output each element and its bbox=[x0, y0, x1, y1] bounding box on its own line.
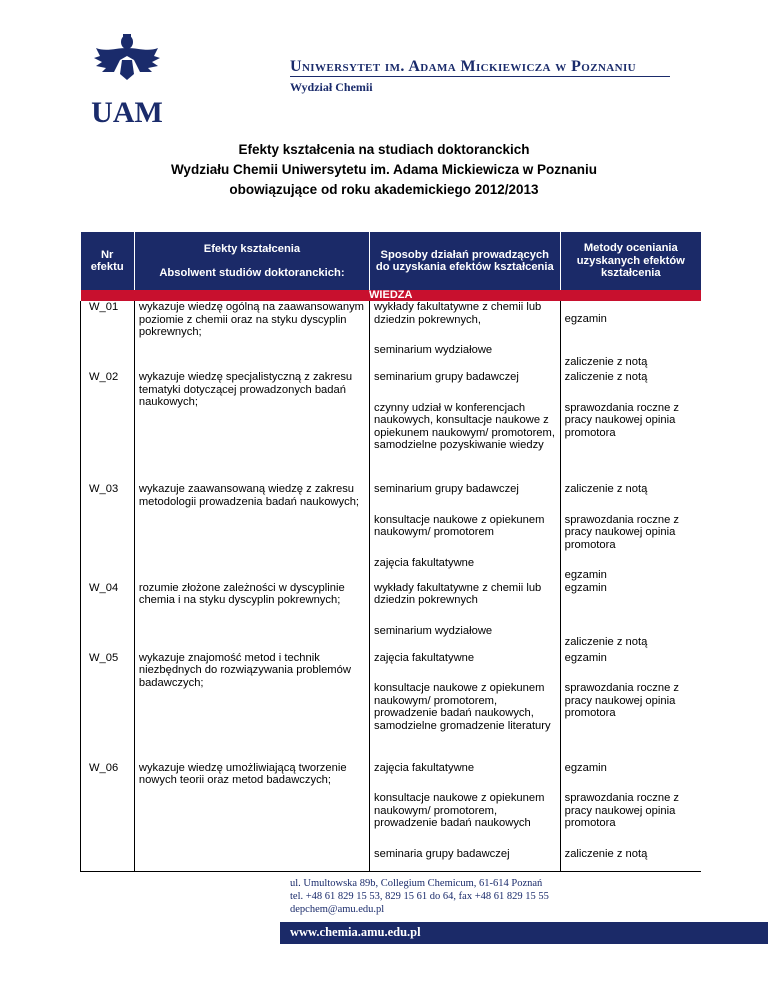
footer-address-block bbox=[290, 877, 549, 916]
sposob-item: konsultacje naukowe z opiekunem naukowym/ promotorem bbox=[374, 513, 545, 538]
sposob-item: seminaria grupy badawczej bbox=[374, 847, 510, 860]
footer-website-bar bbox=[280, 922, 768, 944]
header-efekty bbox=[134, 232, 369, 290]
sposob-item: zajęcia fakultatywne bbox=[374, 761, 475, 774]
row-efekt: rozumie złożone zależności w dyscyplinie chemia i na styku dyscyplin pokrewnych; bbox=[134, 582, 369, 652]
row-sposoby bbox=[370, 582, 561, 652]
sposob-item: wykłady fakultatywne z chemii lub dziedzin pokrewnych bbox=[374, 581, 542, 606]
row-efekt: wykazuje znajomość metod i technik niezbędnych do rozwiązywania problemów badawczych; bbox=[134, 652, 369, 762]
metoda-item: egzamin bbox=[564, 569, 607, 581]
sposob-item: konsultacje naukowe z opiekunem naukowym/ promotorem, prowadzenie badań naukowych bbox=[374, 792, 545, 829]
sposob-item: zajęcia fakultatywne bbox=[374, 556, 475, 569]
footer-address: ul. Umultowska 89b, Collegium Chemicum, 61-614 Poznań bbox=[290, 878, 543, 889]
metoda-item: sprawozdania roczne z pracy naukowej opinia promotora bbox=[564, 513, 680, 551]
header-absolwent: Absolwent studiów doktoranckich: bbox=[159, 267, 345, 279]
header-efekty-title: Efekty kształcenia bbox=[203, 242, 301, 255]
sposob-item: seminarium grupy badawczej bbox=[374, 371, 519, 383]
row-metody bbox=[560, 301, 701, 371]
metoda-item: egzamin bbox=[564, 761, 607, 774]
metoda-item: zaliczenie z notą bbox=[564, 847, 648, 860]
row-sposoby bbox=[370, 762, 561, 872]
row-metody bbox=[560, 483, 701, 582]
sposob-item: seminarium wydziałowe bbox=[374, 624, 493, 637]
header-divider bbox=[290, 76, 670, 77]
title-line-1: Efekty kształcenia na studiach doktoranckich bbox=[238, 142, 530, 157]
metoda-item: egzamin bbox=[564, 313, 607, 325]
footer-phone: tel. +48 61 829 15 53, 829 15 61 do 64, fax +48 61 829 15 55 bbox=[290, 891, 549, 902]
uam-eagle-logo bbox=[86, 30, 168, 130]
section-wiedza: WIEDZA bbox=[81, 290, 702, 301]
header-sposoby: Sposoby działań prowadzących do uzyskania efektów kształcenia bbox=[370, 232, 561, 290]
row-nr: W_06 bbox=[81, 762, 135, 872]
row-nr: W_05 bbox=[81, 652, 135, 762]
row-metody bbox=[560, 652, 701, 762]
sposob-item: konsultacje naukowe z opiekunem naukowym/ promotorem, prowadzenie badań naukowych, samodzielne gromadzenie literatury bbox=[374, 682, 551, 732]
row-sposoby bbox=[370, 371, 561, 483]
footer-website-link[interactable]: www.chemia.amu.edu.pl bbox=[290, 925, 421, 939]
metoda-item: zaliczenie z notą bbox=[564, 483, 648, 495]
row-nr: W_02 bbox=[81, 371, 135, 483]
learning-outcomes-table bbox=[80, 232, 701, 872]
header-nr: Nr efektu bbox=[81, 232, 135, 290]
row-nr: W_01 bbox=[81, 301, 135, 371]
row-sposoby bbox=[370, 483, 561, 582]
row-metody bbox=[560, 762, 701, 872]
university-name: Uniwersytet im. Adama Mickiewicza w Poznaniu bbox=[290, 58, 637, 75]
metoda-item: egzamin bbox=[564, 651, 607, 664]
row-sposoby bbox=[370, 301, 561, 371]
document-title bbox=[40, 140, 728, 200]
title-line-2: Wydziału Chemii Uniwersytetu im. Adama Mickiewicza w Poznaniu bbox=[170, 162, 598, 177]
logo-text: UAM bbox=[91, 96, 163, 129]
sposob-item: wykłady fakultatywne z chemii lub dziedzin pokrewnych, bbox=[374, 301, 542, 326]
row-sposoby bbox=[370, 652, 561, 762]
metoda-item: egzamin bbox=[564, 581, 607, 594]
row-nr: W_04 bbox=[81, 582, 135, 652]
metoda-item: zaliczenie z notą bbox=[564, 636, 648, 648]
sposob-item: seminarium wydziałowe bbox=[374, 344, 493, 356]
row-metody bbox=[560, 371, 701, 483]
title-line-3: obowiązujące od roku akademickiego 2012/2013 bbox=[229, 182, 539, 197]
row-efekt: wykazuje wiedzę specjalistyczną z zakresu tematyki dotyczącej prowadzonych badań naukowych; bbox=[134, 371, 369, 483]
header-metody: Metody oceniania uzyskanych efektów kształcenia bbox=[560, 232, 701, 290]
metoda-item: sprawozdania roczne z pracy naukowej opinia promotora bbox=[564, 682, 680, 719]
footer-email[interactable]: depchem@amu.edu.pl bbox=[290, 904, 385, 915]
sposob-item: czynny udział w konferencjach naukowych, konsultacje naukowe z opiekunem naukowym/ promotorem, samodzielne pozyskiwanie wiedzy bbox=[374, 401, 555, 451]
row-nr: W_03 bbox=[81, 483, 135, 582]
sposob-item: seminarium grupy badawczej bbox=[374, 483, 519, 495]
sposob-item: zajęcia fakultatywne bbox=[374, 651, 475, 664]
faculty-name: Wydział Chemii bbox=[290, 80, 373, 94]
metoda-item: sprawozdania roczne z pracy naukowej opinia promotora bbox=[564, 792, 680, 829]
row-metody bbox=[560, 582, 701, 652]
metoda-item: zaliczenie z notą bbox=[564, 371, 648, 383]
row-efekt: wykazuje zaawansowaną wiedzę z zakresu metodologii prowadzenia badań naukowych; bbox=[134, 483, 369, 582]
row-efekt: wykazuje wiedzę ogólną na zaawansowanym poziomie z chemii oraz na styku dyscyplin pokrewnych; bbox=[134, 301, 369, 371]
metoda-item: zaliczenie z notą bbox=[564, 355, 648, 368]
row-efekt: wykazuje wiedzę umożliwiającą tworzenie nowych teorii oraz metod badawczych; bbox=[134, 762, 369, 872]
metoda-item: sprawozdania roczne z pracy naukowej opinia promotora bbox=[564, 401, 680, 439]
